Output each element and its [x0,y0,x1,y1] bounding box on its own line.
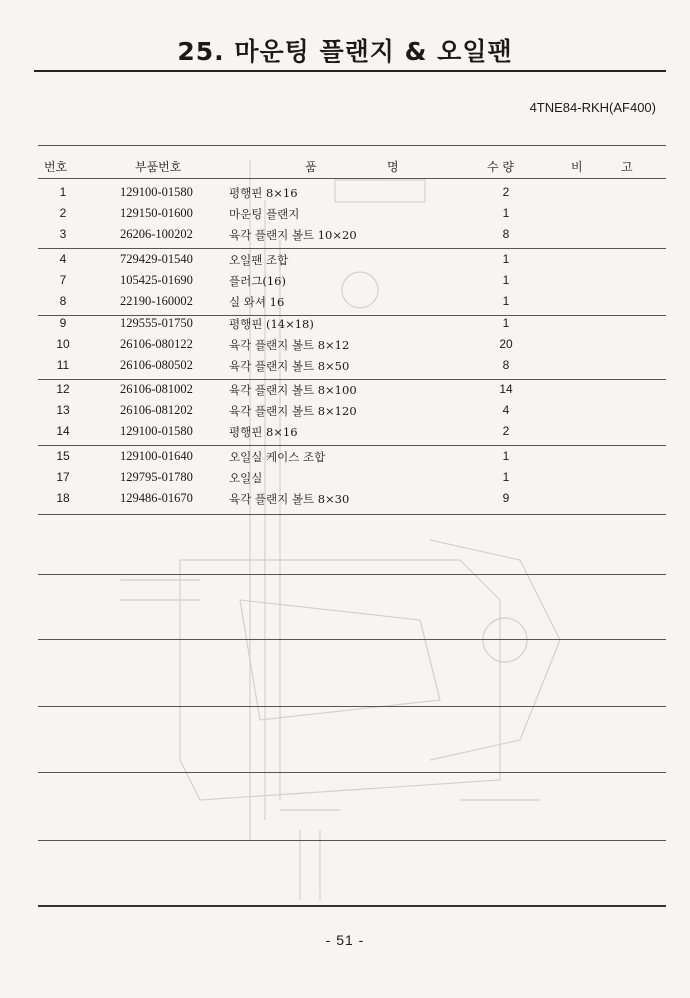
part-name: 실 와셔 16 [229,295,285,309]
table-row [0,294,690,315]
part-name: 평행핀 8×16 [229,186,298,200]
row-number: 11 [56,358,70,372]
table-row [0,470,690,491]
part-number: 105425-01690 [120,273,193,287]
part-number: 129795-01780 [120,470,193,484]
header-bottom-rule [38,178,666,179]
quantity: 14 [499,382,513,396]
row-number: 13 [56,403,70,417]
table-row [0,358,690,379]
group-divider-rule [38,248,666,249]
part-name: 평행핀 8×16 [229,425,298,439]
row-number: 8 [59,294,67,308]
blank-rule [38,574,666,575]
quantity: 1 [502,470,510,484]
page-number: - 51 - [325,932,365,948]
blank-rule [38,639,666,640]
part-number: 26106-080122 [120,337,193,351]
table-row [0,449,690,470]
part-number: 129100-01580 [120,185,193,199]
table-row [0,252,690,273]
title-underline [34,70,666,72]
quantity: 1 [502,449,510,463]
group-divider-rule [38,379,666,380]
row-number: 2 [59,206,67,220]
part-number: 22190-160002 [120,294,193,308]
engine-model: 4TNE84-RKH(AF400) [529,100,656,115]
blank-rule [38,772,666,773]
header-remark-1: 비 [571,160,583,174]
blank-rule [38,706,666,707]
header-qty: 수 량 [487,160,514,174]
quantity: 8 [502,358,510,372]
part-name: 육각 플랜지 볼트 8×50 [229,359,350,373]
header-no: 번호 [44,160,68,174]
part-name: 오일실 케이스 조합 [229,450,326,464]
part-number: 129486-01670 [120,491,193,505]
bg-block-outline [240,600,440,720]
header-name-2: 명 [387,160,399,174]
row-number: 12 [56,382,70,396]
bg-flange-outline [430,540,560,760]
row-number: 1 [59,185,67,199]
quantity: 1 [502,316,510,330]
table-row [0,206,690,227]
part-name: 오일팬 조합 [229,253,289,267]
quantity: 1 [502,294,510,308]
header-part-no: 부품번호 [135,160,182,174]
part-name: 육각 플랜지 볼트 8×12 [229,338,350,352]
quantity: 8 [502,227,510,241]
bg-flange-circle [483,618,527,662]
row-number: 7 [59,273,67,287]
bg-oilpan-outline [180,560,500,800]
part-number: 26206-100202 [120,227,193,241]
group-divider-rule [38,445,666,446]
part-number: 129555-01750 [120,316,193,330]
group-divider-rule [38,514,666,515]
quantity: 1 [502,273,510,287]
quantity: 2 [502,424,510,438]
blank-rule [38,840,666,841]
table-row [0,185,690,206]
table-row [0,424,690,445]
part-number: 129150-01600 [120,206,193,220]
quantity: 1 [502,252,510,266]
header-remark-2: 고 [621,160,633,174]
part-number: 129100-01580 [120,424,193,438]
row-number: 17 [56,470,70,484]
quantity: 9 [502,491,510,505]
quantity: 2 [502,185,510,199]
part-number: 729429-01540 [120,252,193,266]
part-name: 평행핀 (14×18) [229,317,314,331]
bg-leader-lines [120,580,540,810]
part-name: 플러그(16) [229,274,286,288]
header-name-1: 품 [305,160,317,174]
part-number: 26106-081202 [120,403,193,417]
table-row [0,227,690,248]
row-number: 4 [59,252,67,266]
part-name: 마운팅 플랜지 [229,207,300,221]
part-name: 육각 플랜지 볼트 8×100 [229,383,357,397]
footer-rule [38,905,666,907]
table-row [0,403,690,424]
table-row [0,491,690,512]
part-number: 129100-01640 [120,449,193,463]
part-number: 26106-080502 [120,358,193,372]
part-name: 육각 플랜지 볼트 8×30 [229,492,350,506]
page-title: 25. 마운팅 플랜지 & 오일팬 [177,37,513,66]
part-name: 오일실 [229,471,263,485]
row-number: 10 [56,337,70,351]
row-number: 18 [56,491,70,505]
table-row [0,316,690,337]
part-number: 26106-081002 [120,382,193,396]
quantity: 20 [499,337,513,351]
part-name: 육각 플랜지 볼트 8×120 [229,404,357,418]
row-number: 15 [56,449,70,463]
row-number: 14 [56,424,70,438]
table-row [0,382,690,403]
part-name: 육각 플랜지 볼트 10×20 [229,228,357,242]
row-number: 3 [59,227,67,241]
table-row [0,337,690,358]
table-row [0,273,690,294]
table-top-rule [38,145,666,146]
quantity: 1 [502,206,510,220]
quantity: 4 [502,403,510,417]
row-number: 9 [59,316,67,330]
